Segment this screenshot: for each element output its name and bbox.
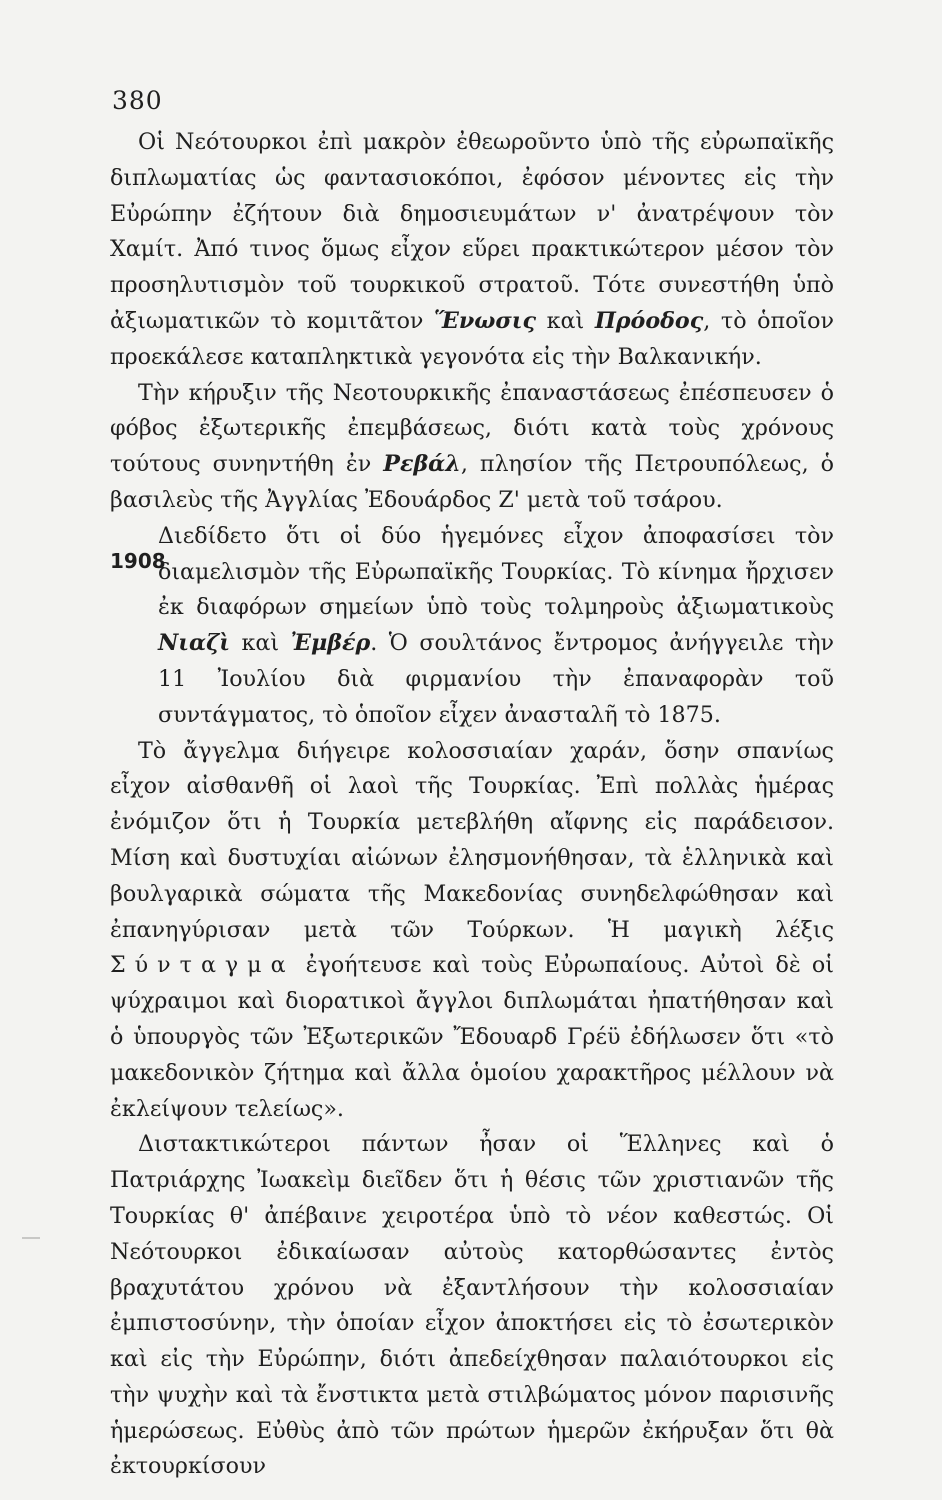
paragraph-text: , πλησίον τῆς Πετρουπόλεως, ὁ βασιλεὺς τῆς Ἀγγλίας Ἐδουάρδος Ζ' μετὰ τοῦ τσάρου. bbox=[110, 451, 834, 513]
paragraph-text: Οἱ Νεότουρκοι ἐπὶ μακρὸν ἐθεωροῦντο ὑπὸ τῆς εὐρωπαϊκῆς διπλωματίας ὡς φαντασιοκόποι, ἐφόσον μένοντες εἰς τὴν Εὐρώπην ἐζήτουν διὰ δημοσιευμάτων ν' ἀνατρέψουν τὸν Χαμίτ. Ἀπό τινος ὅμως εἶχον εὕρει πρακτικώτερον μέσον τὸν προσηλυτισμὸν τοῦ τουρκικοῦ στρατοῦ. Τότε συνεστήθη ὑπὸ ἀξιωματικῶν τὸ κομιτᾶτον bbox=[110, 129, 834, 334]
paragraph-text: . Ὁ σουλτάνος ἔντρομος ἀνήγγειλε τὴν 11 Ἰουλίου διὰ φιρμανίου τὴν ἐπαναφορὰν τοῦ συντάγματος, τὸ ὁποῖον εἶχεν ἀνασταλῆ τὸ 1875. bbox=[158, 630, 835, 728]
paragraph-text: Τὴν κήρυξιν τῆς Νεοτουρκικῆς ἐπαναστάσεως ἐπέσπευσεν ὁ φόβος ἐξωτερικῆς ἐπεμβάσεως, διότι κατὰ τοὺς χρόνους τούτους συνηντήθη ἐν bbox=[110, 379, 834, 478]
paragraph-joy bbox=[110, 734, 834, 1128]
paragraph-body bbox=[158, 519, 834, 734]
emphasis-reval: Ρεβάλ bbox=[383, 451, 461, 478]
paragraph-text: καὶ bbox=[229, 630, 291, 657]
emphasis-enver: Ἐμβέρ bbox=[290, 630, 371, 657]
margin-year: 1908 bbox=[110, 548, 166, 573]
paragraph-text: Διστακτικώτεροι πάντων ἦσαν οἱ Ἕλληνες καὶ ὁ Πατριάρχης Ἰωακεὶμ διεῖδεν ὅτι ἡ θέσις τῶν χριστιανῶν τῆς Τουρκίας θ' ἀπέβαινε χειροτέρα ὑπὸ τὸ νέον καθεστώς. Οἱ Νεότουρκοι ἐδικαίωσαν αὐτοὺς κατορθώσαντες ἐντὸς βραχυτάτου χρόνου νὰ ἐξαντλήσουν τὴν κολοσσιαίαν ἐμπιστοσύνην, τὴν ὁποίαν εἶχον ἀποκτήσει εἰς τὸ ἐσωτερικὸν καὶ εἰς τὴν Εὐρώπην, διότι ἀπεδείχθησαν παλαιότουρκοι εἰς τὴν ψυχὴν καὶ τὰ ἔνστικτα μετὰ στιλβώματος μόνον παρισινῆς ἡμερώσεως. Εὐθὺς ἀπὸ τῶν πρώτων ἡμερῶν ἐκήρυξαν ὅτι θὰ ἐκτουρκίσουν bbox=[110, 1131, 834, 1480]
emphasis-enosis: Ἕνωσις bbox=[434, 307, 537, 334]
paragraph-young-turks bbox=[110, 125, 834, 376]
paragraph-text: ἐγοήτευσε καὶ τοὺς Εὐρωπαίους. Αὐτοὶ δὲ οἱ ψύχραιμοι καὶ διορατικοὶ ἄγγλοι διπλωμάται ἠπατήθησαν καὶ ὁ ὑπουργὸς τῶν Ἐξωτερικῶν Ἔδουαρδ Γρέϋ ἐδήλωσεν ὅτι «τὸ μακεδονικὸν ζήτημα καὶ ἄλλα ὁμοίου χαρακτῆρος μέλλουν νὰ ἐκλείψουν τελείως». bbox=[110, 952, 834, 1122]
emphasis-proodos: Πρόοδος bbox=[594, 307, 704, 334]
paragraph-revolution bbox=[110, 376, 834, 519]
paragraph-hesitant bbox=[110, 1127, 834, 1485]
paragraph-constitution bbox=[110, 519, 834, 734]
body-text bbox=[110, 125, 834, 1485]
paragraph-text: , τὸ ὁποῖον προεκάλεσε καταπληκτικὰ γεγονότα εἰς τὴν Βαλκανικήν. bbox=[110, 307, 835, 370]
scan-mark bbox=[22, 1237, 40, 1239]
paragraph-text: Τὸ ἄγγελμα διήγειρε κολοσσιαίαν χαράν, ὅσην σπανίως εἶχον αἰσθανθῆ οἱ λαοὶ τῆς Τουρκίας. Ἐπὶ πολλὰς ἡμέρας ἐνόμιζον ὅτι ἡ Τουρκία μετεβλήθη αἴφνης εἰς παράδεισον. Μίση καὶ δυστυχίαι αἰώνων ἐλησμονήθησαν, τὰ ἑλληνικὰ καὶ βουλγαρικὰ σώματα τῆς Μακεδονίας συνηδελφώθησαν καὶ ἐπανηγύρισαν μετὰ τῶν Τούρκων. Ἡ μαγικὴ λέξις bbox=[110, 737, 834, 943]
paragraph-text: Διεδίδετο ὅτι οἱ δύο ἡγεμόνες εἶχον ἀποφασίσει τὸν διαμελισμὸν τῆς Εὐρωπαϊκῆς Τουρκίας. Τὸ κίνημα ἤρχισεν ἐκ διαφόρων σημείων ὑπὸ τοὺς τολμηροὺς ἀξιωματικοὺς bbox=[158, 522, 834, 621]
emphasis-syntagma: Σύνταγμα bbox=[110, 952, 295, 979]
page-number: 380 bbox=[112, 86, 163, 115]
emphasis-niazi: Νιαζὶ bbox=[158, 630, 230, 657]
paragraph-text: καὶ bbox=[536, 307, 595, 334]
